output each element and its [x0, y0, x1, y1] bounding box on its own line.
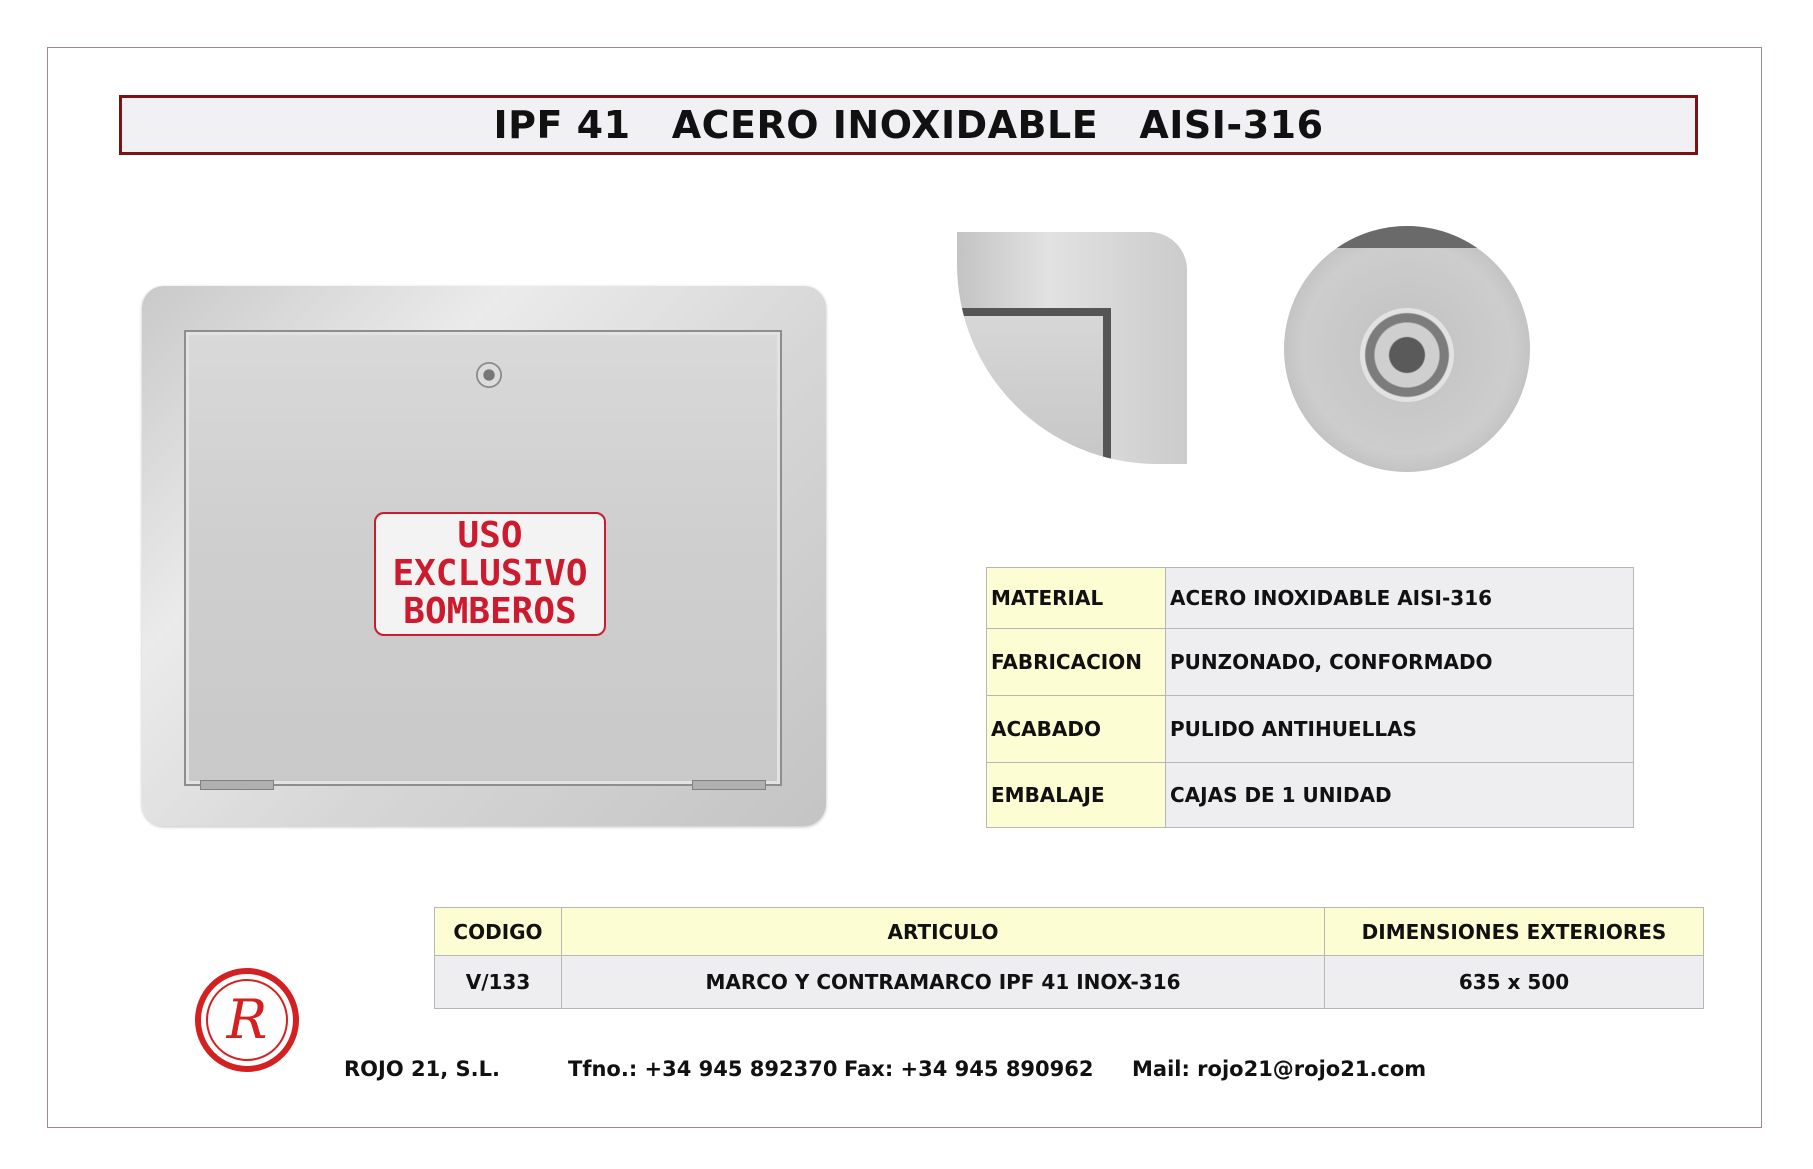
sign-line-1: USO	[457, 515, 523, 556]
cell-codigo: V/133	[435, 956, 562, 1009]
product-photo	[142, 286, 826, 826]
rojo21-logo	[195, 968, 299, 1072]
spec-row	[987, 629, 1634, 696]
spec-table	[986, 567, 1634, 828]
detail-photo-corner	[957, 232, 1187, 464]
product-table-header	[435, 908, 1704, 956]
logo-letter: R	[206, 979, 288, 1061]
spec-value: ACERO INOXIDABLE AISI-316	[1166, 568, 1634, 629]
footer-mail: Mail: rojo21@rojo21.com	[1132, 1057, 1427, 1081]
detail-photo-lock	[1284, 226, 1530, 472]
spec-row	[987, 763, 1634, 828]
footer-phone: Tfno.: +34 945 892370	[568, 1057, 838, 1081]
spec-label: FABRICACION	[987, 629, 1166, 696]
detail-edge-vertical	[1103, 308, 1111, 464]
footer-company: ROJO 21, S.L.	[344, 1057, 500, 1081]
spec-value: PUNZONADO, CONFORMADO	[1166, 629, 1634, 696]
spec-value: CAJAS DE 1 UNIDAD	[1166, 763, 1634, 828]
hinge-left	[200, 780, 274, 790]
detail-edge-horizontal	[957, 308, 1107, 316]
spec-row	[987, 568, 1634, 629]
header-dimensiones: DIMENSIONES EXTERIORES	[1325, 908, 1704, 956]
spec-value: PULIDO ANTIHUELLAS	[1166, 696, 1634, 763]
hinge-right	[692, 780, 766, 790]
bomberos-sign	[374, 512, 606, 636]
sign-line-2: EXCLUSIVO	[392, 553, 588, 594]
table-row	[435, 956, 1704, 1009]
header-codigo: CODIGO	[435, 908, 562, 956]
spec-label: ACABADO	[987, 696, 1166, 763]
sign-line-3: BOMBEROS	[403, 591, 577, 632]
header-articulo: ARTICULO	[562, 908, 1325, 956]
cell-dimensiones: 635 x 500	[1325, 956, 1704, 1009]
page-title: IPF 41 ACERO INOXIDABLE AISI-316	[119, 95, 1698, 155]
detail-lock-strip	[1284, 226, 1530, 248]
cabinet-door	[184, 330, 782, 786]
lock-icon	[476, 362, 502, 388]
product-table	[434, 907, 1704, 1009]
detail-plate	[957, 316, 1103, 464]
spec-row	[987, 696, 1634, 763]
lock-cylinder-icon	[1360, 308, 1454, 402]
spec-label: MATERIAL	[987, 568, 1166, 629]
footer-fax: Fax: +34 945 890962	[844, 1057, 1094, 1081]
spec-label: EMBALAJE	[987, 763, 1166, 828]
cell-articulo: MARCO Y CONTRAMARCO IPF 41 INOX-316	[562, 956, 1325, 1009]
